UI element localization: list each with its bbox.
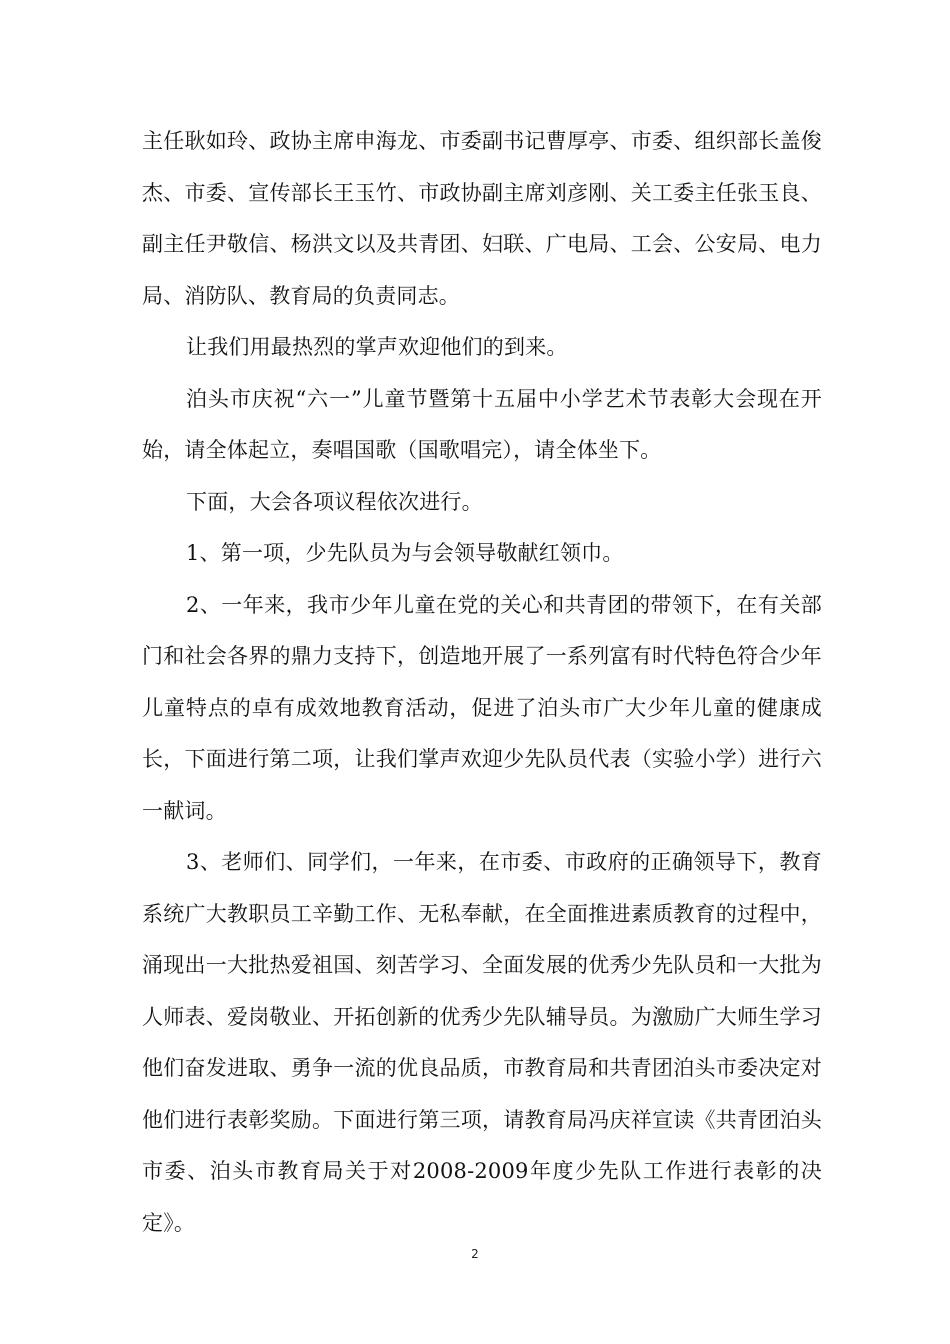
paragraph-attendees: 主任耿如玲、政协主席申海龙、市委副书记曹厚亭、市委、组织部长盖俊杰、市委、宣传部长王玉竹、市政协副主席刘彦刚、关工委主任张玉良、副主任尹敬信、杨洪文以及共青团、妇联、广电局、工会、公安局、电力局、消防队、教育局的负责同志。: [142, 129, 822, 308]
paragraph-opening: 泊头市庆祝“六一”儿童节暨第十五届中小学艺术节表彰大会现在开始，请全体起立，奏唱国歌（国歌唱完），请全体坐下。: [142, 386, 822, 462]
paragraph-welcome: 让我们用最热烈的掌声欢迎他们的到来。: [186, 335, 568, 359]
document-body: [142, 116, 822, 1249]
page-number: 2: [471, 1247, 479, 1261]
paragraph-item-2: 2、一年来，我市少年儿童在党的关心和共青团的带领下，在有关部门和社会各界的鼎力支持下，创造地开展了一系列富有时代特色符合少年儿童特点的卓有成效地教育活动，促进了泊头市广大少年儿童的健康成长，下面进行第二项，让我们掌声欢迎少先队员代表（实验小学）进行六一献词。: [142, 592, 822, 823]
paragraph-item-1: 1、第一项，少先队员为与会领导敬献红领巾。: [186, 541, 624, 565]
paragraph-item-3: 3、老师们、同学们，一年来，在市委、市政府的正确领导下，教育系统广大教职员工辛勤工作、无私奉献，在全面推进素质教育的过程中，涌现出一大批热爱祖国、刻苦学习、全面发展的优秀少先队员和一大批为人师表、爱岗敬业、开拓创新的优秀少先队辅导员。为激励广大师生学习他们奋发进取、勇争一流的优良品质，市教育局和共青团泊头市委决定对他们进行表彰奖励。下面进行第三项，请教育局冯庆祥宣读《共青团泊头市委、泊头市教育局关于对2008-2009年度少先队工作进行表彰的决定》。: [142, 850, 822, 1235]
paragraph-agenda: 下面，大会各项议程依次进行。: [186, 489, 483, 514]
